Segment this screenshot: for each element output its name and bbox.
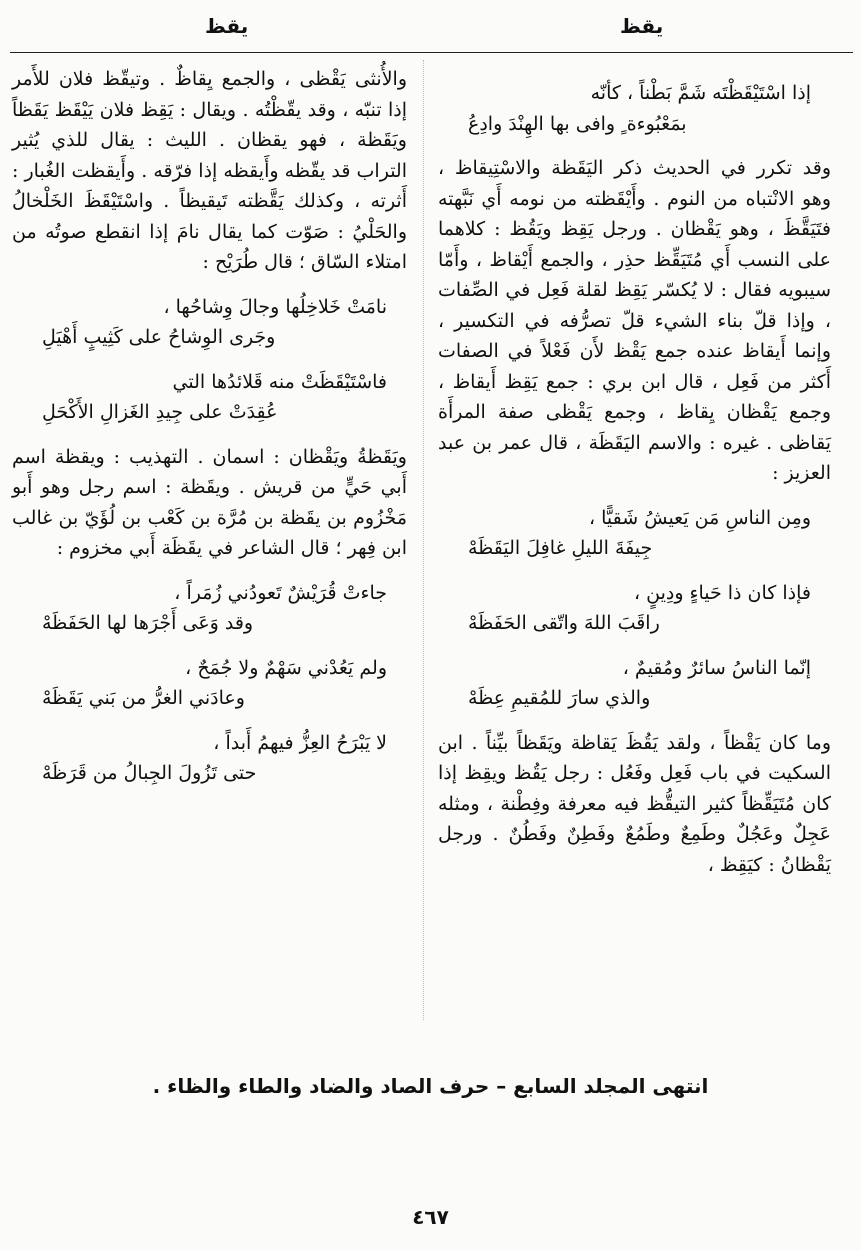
verse bbox=[12, 367, 407, 428]
verse-line: فإذا كان ذا حَياءٍ ودِينٍ ، bbox=[633, 581, 811, 604]
verse-line: إذا اسْتَيْقَظْتَه شَمَّ بَطْناً ، كأنّه bbox=[590, 82, 811, 104]
verse-line: جِيفَةَ الليلِ غافِلَ اليَقَظَهْ bbox=[468, 537, 653, 559]
verse-line: راقَبَ اللهَ واتّقى الحَفَظَهْ bbox=[468, 612, 660, 634]
verse-line: نامَتْ خَلاخِلُها وجالَ وِشاحُها ، bbox=[163, 295, 387, 318]
verse bbox=[438, 578, 831, 639]
volume-colophon: انتهى المجلد السابع – حرف الصاد والضاد والطاء والظاء . bbox=[152, 1074, 709, 1098]
verse-line: حتى تَزُولَ الجِبالُ من قَرَظَهْ bbox=[42, 762, 257, 784]
column-divider bbox=[423, 60, 424, 1020]
paragraph: وما كان يَقْظاً ، ولقد يَقُظَ يَقاظة ويَقَظاً بيِّناً . ابن السكيت في باب فَعِل وفَعُل : رجل يَقُظ ويقِظ إذا كان مُتَيَقِّظاً كثير التيقُّظ فيه معرفة وفِطْنة ، ومثله عَجِلٌ وعَجُلٌ وطَمِعٌ وطَمُعٌ وفَطِنٌ وفَطُنٌ . ورجل يَقْظانُ : كيَقِظ ، bbox=[438, 731, 831, 876]
paragraph: ويَقَظةُ ويَقْظان : اسمان . التهذيب : ويقظة اسم أَبي حَيٍّ من قريش . ويقَظة : اسم رجل وهو أَبو مَخْزُوم بن يقَظة بن مُرَّة بن كَعْب بن لُؤَيّ بن غالب ابن فِهر ؛ قال الشاعر في يقَظَة أَبي مخزوم : bbox=[12, 445, 407, 559]
paragraph: وقد تكرر في الحديث ذكر اليَقَظة والاسْتِيقاظ ، وهو الانْتباه من النوم . وأَيْقَظته من نومه أَي نَبَّهته فتَيَقَّظَ ، وهو يَقْظان . ورجل يَقِظ ويَقُظ : كلاهما على النسب أَي مُتَيَقِّظ حذِر ، والجمع أَيْقاظ ، وأَمّا سيبويه فقال : لا يُكسّر يَقِظ لقلة فَعِل في الصِّفات ، وإذا قلّ بناء الشيء قلّ تصرُّفه في التكسير ، وإنما أَيقاظ عنده جمع يَقْظ لأَن فَعْلاً في الصفات أَكثر من فَعِل ، قال ابن بري : جمع يَقِظ أَيقاظ ، وجمع يَقْظان يِقاظ ، وجمع يَقْظى صفة المرأَة يَقاظى . غيره : والاسم اليَقَظَة ، قال عمر بن عبد العزيز : bbox=[438, 157, 831, 484]
verse-line: ومِن الناسِ مَن يَعيشُ شَقيًّا ، bbox=[588, 506, 811, 529]
verse-line: فاسْتَيْقَظَتْ منه قَلائدُها التي bbox=[172, 370, 387, 393]
right-column bbox=[438, 64, 831, 886]
verse-line: عُقِدَتْ على جِيدِ الغَزالِ الأَكْحَلِ bbox=[42, 401, 278, 423]
left-column bbox=[12, 64, 407, 803]
verse-line: بمَعْبُوءة ٍ وافى بها الهِنْدَ وادِعُ bbox=[468, 112, 687, 135]
verse bbox=[438, 503, 831, 564]
page-number: ٤٦٧ bbox=[412, 1205, 449, 1229]
verse bbox=[12, 653, 407, 714]
running-header-left: يقظ bbox=[205, 14, 249, 38]
verse-line: وجَرى الوِشاحُ على كَثِيبٍ أَهْيَلِ bbox=[42, 326, 276, 348]
verse bbox=[12, 728, 407, 789]
verse bbox=[12, 292, 407, 353]
header-rule bbox=[10, 52, 853, 53]
verse-line: جاءتْ قُرَيْشٌ تَعودُني زُمَراً ، bbox=[174, 581, 387, 604]
verse bbox=[438, 653, 831, 714]
verse-line: لا يَبْرَحُ العِزُّ فيهمُ أَبداً ، bbox=[213, 731, 387, 754]
running-header-right: يقظ bbox=[620, 14, 664, 38]
verse bbox=[12, 578, 407, 639]
verse-line: ولم يَعُدْني سَهْمٌ ولا جُمَحٌ ، bbox=[185, 656, 387, 679]
verse-line: إنّما الناسُ سائرٌ ومُقيمٌ ، bbox=[622, 656, 811, 679]
verse-line: وعادَني الغرُّ من بَني يَقَظَهْ bbox=[42, 687, 245, 709]
verse-line: والذي سارَ للمُقيمِ عِظَهْ bbox=[468, 687, 651, 709]
verse bbox=[438, 78, 831, 139]
paragraph: والأُنثى يَقْظى ، والجمع يِقاظٌ . وتيقّظ فلان للأَمر إذا تنبّه ، وقد يقّظْتُه . ويقال : يَقِظ فلان يَيْقَظ يَقَظاً ويَقَظة ، فهو يقظان . الليث : يقال للذي يُثير التراب قد يقّظه وأَيقظه إذا فرّقه . وأَيقظت الغُبار : أَثرته ، وكذلك يَقَّظته تَيقيظاً . واسْتَيْقَظَ الخَلْخالُ والحَلْيُ : صَوّت كما يقال نامَ إذا انقطع صوتُه من امتلاء السّاق ؛ قال طُرَيْح : bbox=[12, 68, 407, 273]
verse-line: وقد وَعَى أَجْرَها لها الحَفَظَهْ bbox=[42, 612, 254, 634]
